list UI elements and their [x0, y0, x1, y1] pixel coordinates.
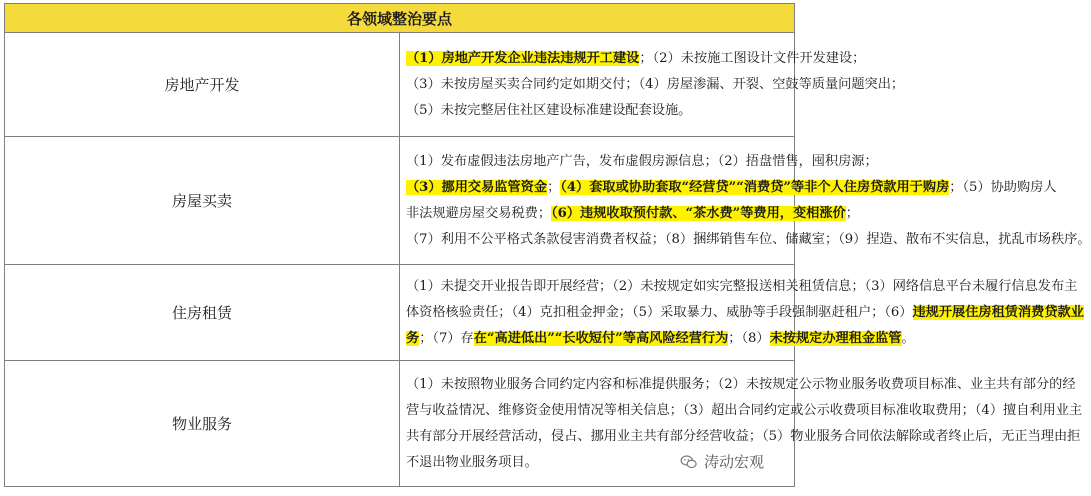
- highlight-text: 在“高进低出”“长收短付”等高风险经营行为: [473, 330, 729, 346]
- text-line: （1）未按照物业服务合同约定内容和标准提供服务；（2）未按规定公示物业服务收费项目标准、业主共有部分的经: [406, 376, 1076, 392]
- category-trade: 房屋买卖: [5, 137, 400, 265]
- text-segment: ；（5）协助购房人: [949, 179, 1057, 195]
- text-line: 营与收益情况、维修资金使用情况等相关信息；（3）超出合同约定或公示收费项目标准收取费用；（4）擅自利用业主: [406, 402, 1083, 418]
- text-segment: 非法规避房屋交易税费；: [406, 205, 552, 221]
- text-line: 不退出物业服务项目。: [406, 454, 538, 470]
- text-segment: ；: [547, 179, 561, 195]
- highlight-text: 务: [406, 330, 420, 346]
- wechat-icon: [680, 453, 698, 471]
- content-realestate: [400, 33, 905, 137]
- highlight-text: 未按规定办理租金监管: [769, 330, 902, 346]
- category-realestate: 房地产开发: [5, 33, 400, 137]
- highlight-text: 违规开展住房租赁消费贷款业: [912, 304, 1084, 320]
- table-title: 各领域整治要点: [5, 4, 795, 33]
- highlight-text: （3）挪用交易监管资金: [406, 179, 548, 195]
- text-line: 共有部分开展经营活动，侵占、挪用业主共有部分经营收益；（5）物业服务合同依法解除或者终止后，无正当理由拒: [406, 428, 1081, 444]
- rectification-table: [4, 3, 1091, 487]
- text-segment: 。: [901, 330, 915, 346]
- text-segment: ；: [845, 205, 859, 221]
- wechat-watermark: [680, 451, 764, 472]
- highlight-text: （1）房地产开发企业违法违规开工建设: [406, 50, 640, 66]
- category-rental: 住房租赁: [5, 265, 400, 361]
- text-line: （7）利用不公平格式条款侵害消费者权益；（8）捆绑销售车位、储藏室；（9）捏造、散布不实信息，扰乱市场秩序。: [406, 231, 1091, 247]
- text-segment: ；（8）: [728, 330, 770, 346]
- text-line: （1）未提交开业报告即开展经营；（2）未按规定如实完整报送相关租赁信息；（3）网络信息平台未履行信息发布主: [406, 278, 1078, 294]
- highlight-text: （6）违规收取预付款、“茶水费”等费用，变相涨价: [551, 205, 846, 221]
- watermark-text: 涛动宏观: [703, 453, 764, 471]
- category-property: 物业服务: [5, 361, 400, 487]
- text-line: （5）未按完整居住社区建设标准建设配套设施。: [406, 102, 692, 118]
- highlight-text: （4）套取或协助套取“经营贷”“消费贷”等非个人住房贷款用于购房: [560, 179, 950, 195]
- text-segment: ；（7）存: [419, 330, 474, 346]
- text-segment: 体资格核验责任；（4）克扣租金押金；（5）采取暴力、威胁等手段强制驱赶租户；（6）: [406, 304, 913, 320]
- text-segment: ；（2）未按施工图设计文件开发建设；: [639, 50, 866, 66]
- content-trade: [400, 137, 1091, 265]
- text-line: （3）未按房屋买卖合同约定如期交付；（4）房屋渗漏、开裂、空鼓等质量问题突出；: [406, 76, 905, 92]
- content-rental: [400, 265, 1084, 361]
- text-line: （1）发布虚假违法房地产广告，发布虚假房源信息；（2）捂盘惜售，囤积房源；: [406, 153, 878, 169]
